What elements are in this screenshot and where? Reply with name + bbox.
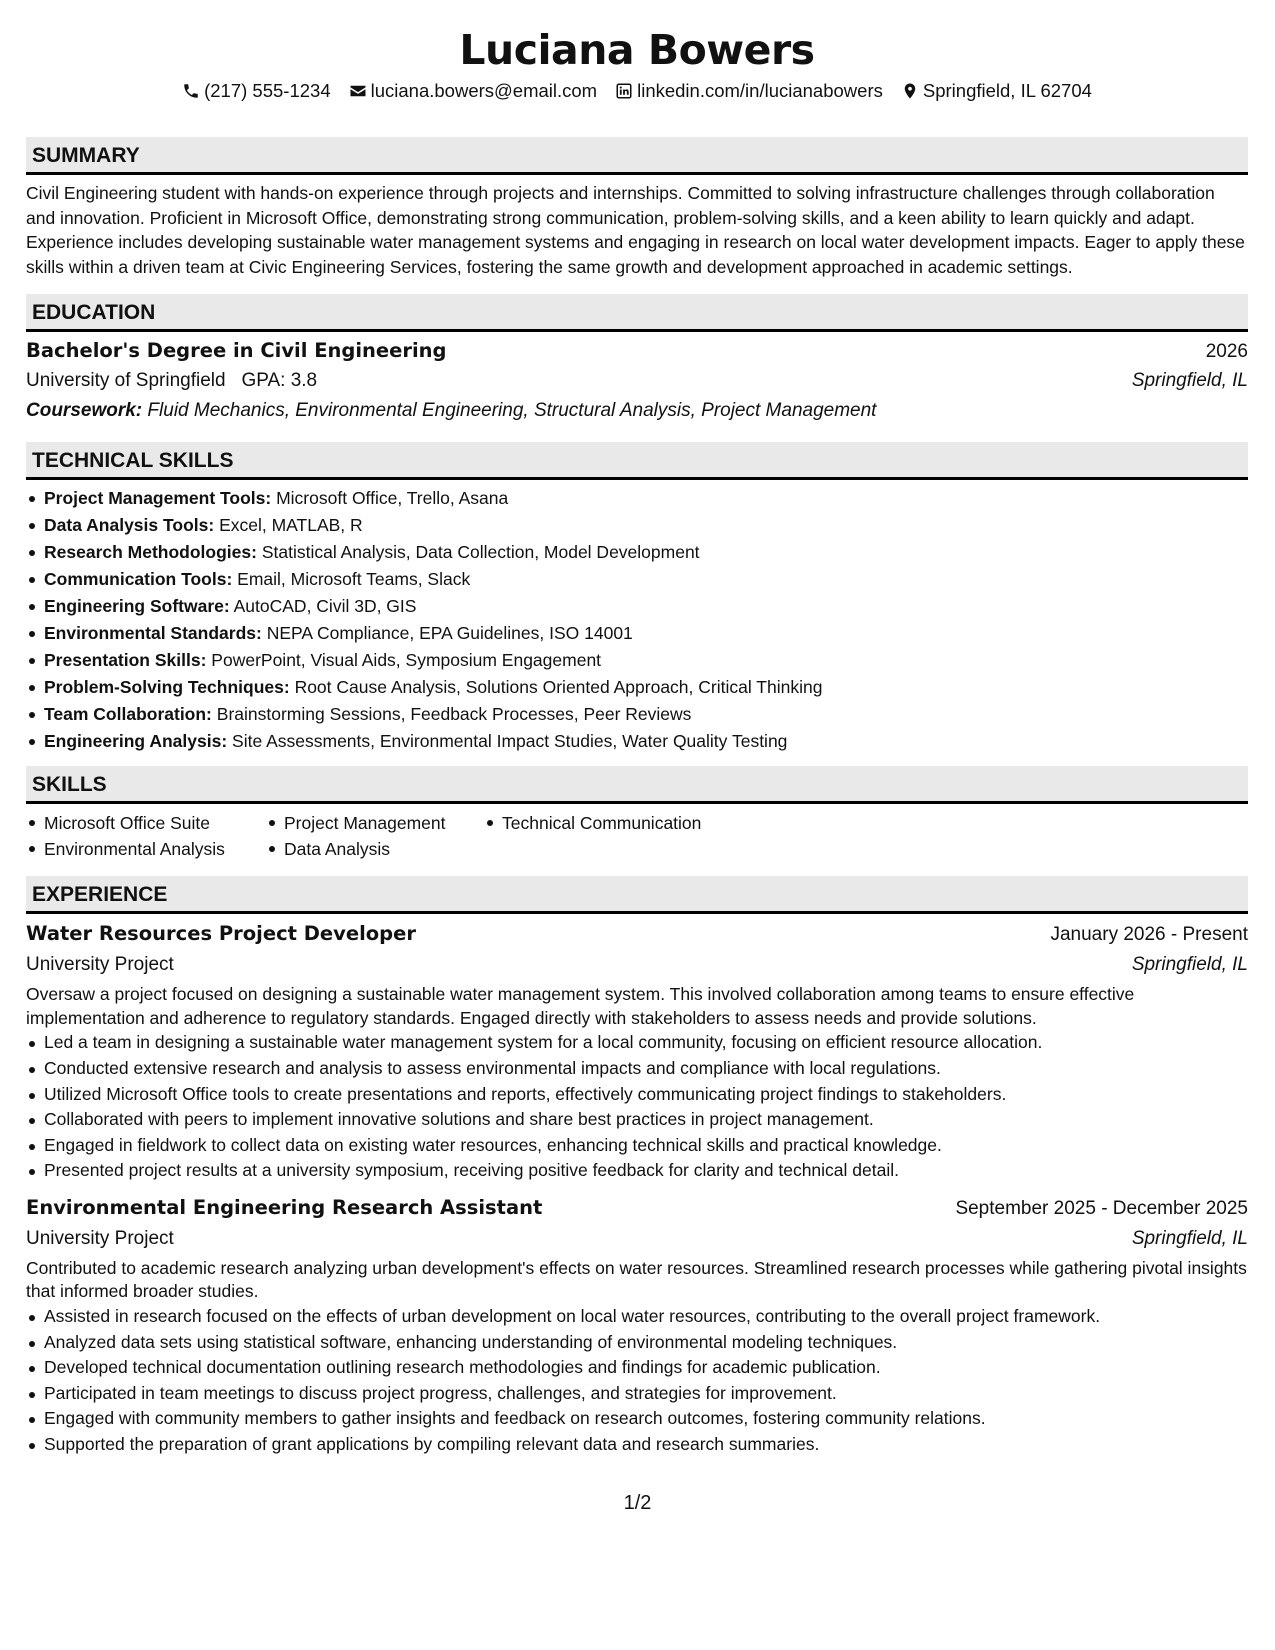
candidate-name: Luciana Bowers [459,26,815,74]
job-bullet: Presented project results at a university symposium, receiving positive feedback for clarity and technical detail. [26,1158,1248,1184]
school-name: University of Springfield [26,370,226,392]
summary-text: Civil Engineering student with hands-on experience through projects and internships. Committed to solving infrastructure challenges through collaboration and innovation. Proficient in Microsoft Office, demonstrating strong communication, problem-solving skills, and a keen ability to learn quickly and adapt. Experience includes developing sustainable water management systems and engaging in research on local water development impacts. Eager to apply these skills within a driven team at Civic Engineering Services, fostering the same growth and development approached in academic settings. [26,183,1245,277]
technical-skill-label: Engineering Software: [44,596,230,617]
envelope-icon [349,82,367,100]
technical-skill-label: Team Collaboration: [44,704,212,725]
job-location: Springfield, IL [1131,954,1248,976]
phone-icon [182,82,200,100]
education-heading: EDUCATION [26,294,1248,332]
experience-list [26,919,1248,1457]
job-title: Environmental Engineering Research Assistant [26,1195,543,1219]
skill-item: Data Analysis [266,836,484,862]
job-bullet: Collaborated with peers to implement innovative solutions and share best practices in project management. [26,1107,1248,1133]
job-bullet: Supported the preparation of grant applications by compiling relevant data and research summaries. [26,1432,1248,1458]
technical-skill-label: Engineering Analysis: [44,731,228,752]
job-bullet: Utilized Microsoft Office tools to create presentations and reports, effectively communicating project findings to stakeholders. [26,1082,1248,1108]
resume-page [26,0,1248,1458]
technical-skill-item [26,539,1248,566]
technical-skill-label: Project Management Tools: [44,488,272,509]
technical-skill-value: Microsoft Office, Trello, Asana [276,488,509,509]
technical-skill-value: Statistical Analysis, Data Collection, Model Development [261,542,700,563]
coursework [26,396,1248,426]
technical-skill-value: Site Assessments, Environmental Impact Studies, Water Quality Testing [232,731,788,752]
job-bullet: Participated in team meetings to discuss project progress, challenges, and strategies for improvement. [26,1381,1248,1407]
skills-heading: SKILLS [26,766,1248,804]
technical-skills-heading: TECHNICAL SKILLS [26,442,1248,480]
job-organization: University Project [26,1227,174,1249]
job-organization: University Project [26,954,174,976]
technical-skill-value: Email, Microsoft Teams, Slack [237,569,471,590]
job-bullet: Conducted extensive research and analysis to assess environmental impacts and compliance with local regulations. [26,1056,1248,1082]
page-number: 1/2 [623,1492,652,1514]
job-dates: January 2026 - Present [1050,924,1248,946]
technical-skill-item [26,701,1248,728]
job-description: Contributed to academic research analyzing urban development's effects on water resources. Streamlined research processes while gathering pivotal insights that informed broader studies. [26,1257,1247,1302]
graduation-year: 2026 [1205,341,1248,363]
summary-heading: SUMMARY [26,137,1248,175]
phone-text: (217) 555-1234 [204,80,331,101]
experience-heading: EXPERIENCE [26,876,1248,914]
coursework-label: Coursework: [26,400,143,422]
experience-entry [26,1193,1248,1458]
school-location: Springfield, IL [1131,370,1248,392]
education-entry [26,337,1248,426]
location-text: Springfield, IL 62704 [922,80,1092,101]
skills-list [26,810,1248,862]
technical-skill-label: Communication Tools: [44,569,233,590]
technical-skill-value: NEPA Compliance, EPA Guidelines, ISO 14001 [266,623,633,644]
technical-skill-item [26,647,1248,674]
technical-skill-item [26,593,1248,620]
linkedin-icon [615,82,633,100]
contact-email[interactable] [349,77,597,105]
skill-item: Technical Communication [484,810,734,836]
technical-skill-label: Data Analysis Tools: [44,515,215,536]
experience-entry [26,919,1248,1184]
contact-phone [182,77,331,105]
contact-linkedin[interactable] [615,77,883,105]
skill-item: Microsoft Office Suite [26,810,266,836]
technical-skill-value: AutoCAD, Civil 3D, GIS [233,596,417,617]
skill-item: Project Management [266,810,484,836]
technical-skill-value: Excel, MATLAB, R [219,515,363,536]
job-bullet: Led a team in designing a sustainable water management system for a local community, focusing on efficient resource allocation. [26,1030,1248,1056]
linkedin-text[interactable]: linkedin.com/in/lucianabowers [637,80,883,101]
job-bullet: Developed technical documentation outlining research methodologies and findings for academic publication. [26,1355,1248,1381]
job-dates: September 2025 - December 2025 [955,1197,1248,1219]
technical-skill-label: Presentation Skills: [44,650,207,671]
job-bullets [26,1304,1248,1458]
job-location: Springfield, IL [1131,1227,1248,1249]
contact-bar [26,77,1248,105]
job-bullet: Assisted in research focused on the effects of urban development on local water resources, contributing to the overall project framework. [26,1304,1248,1330]
technical-skill-value: Root Cause Analysis, Solutions Oriented Approach, Critical Thinking [294,677,823,698]
job-bullet: Engaged in fieldwork to collect data on existing water resources, enhancing technical skills and practical knowledge. [26,1133,1248,1159]
map-pin-icon [901,82,919,100]
technical-skill-value: PowerPoint, Visual Aids, Symposium Engagement [211,650,602,671]
degree-title: Bachelor's Degree in Civil Engineering [26,339,447,363]
technical-skill-item [26,485,1248,512]
job-bullet: Analyzed data sets using statistical software, enhancing understanding of environmental modeling techniques. [26,1330,1248,1356]
job-bullets [26,1030,1248,1184]
email-text[interactable]: luciana.bowers@email.com [370,80,598,101]
contact-location [901,77,1092,105]
technical-skill-value: Brainstorming Sessions, Feedback Processes, Peer Reviews [216,704,692,725]
technical-skill-item [26,728,1248,755]
skill-item: Environmental Analysis [26,836,266,862]
job-title: Water Resources Project Developer [26,922,416,946]
job-description: Oversaw a project focused on designing a sustainable water management system. This involved collaboration among teams to ensure effective implementation and adherence to regulatory standards. Engaged directly with stakeholders to assess needs and provide solutions. [26,984,1135,1028]
technical-skills-list [26,485,1248,755]
technical-skill-item [26,620,1248,647]
technical-skill-item [26,566,1248,593]
technical-skill-item [26,674,1248,701]
technical-skill-label: Environmental Standards: [44,623,262,644]
technical-skill-label: Research Methodologies: [44,542,257,563]
coursework-list: Fluid Mechanics, Environmental Engineering, Structural Analysis, Project Management [147,400,877,422]
technical-skill-label: Problem-Solving Techniques: [44,677,290,698]
technical-skill-item [26,512,1248,539]
gpa: GPA: 3.8 [241,370,318,392]
job-bullet: Engaged with community members to gather insights and feedback on research outcomes, fostering community relations. [26,1406,1248,1432]
